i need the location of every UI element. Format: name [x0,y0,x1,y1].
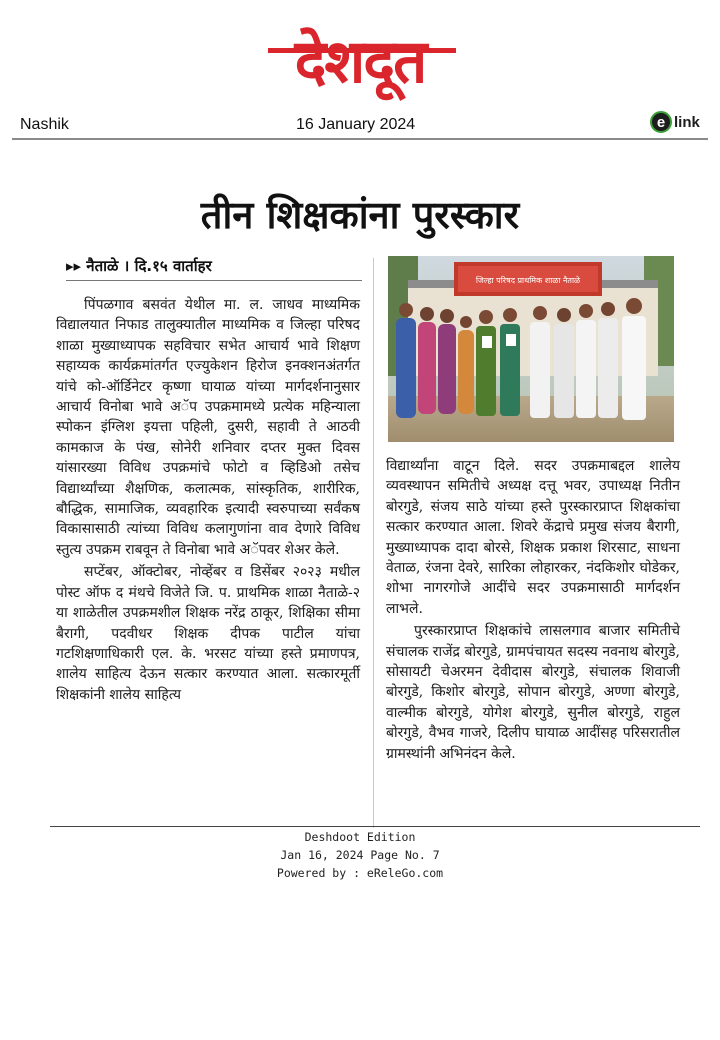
header-divider [12,138,708,140]
award-ceremony-photo [388,256,674,442]
footer-edition: Deshdoot Edition [304,830,416,844]
photo-banner: जिल्हा परिषद प्राथमिक शाळा नैताळे [475,276,581,285]
edition-footer [0,828,720,882]
elink-e-icon: e [650,111,672,133]
footer-page-info: Jan 16, 2024 Page No. 7 [280,848,440,862]
footer-divider [50,826,700,827]
edition-date: 16 January 2024 [296,116,416,133]
right-paragraph-2: पुरस्कारप्राप्त शिक्षकांचे लासलगाव बाजार समितीचे संचालक राजेंद्र बोरगुडे, ग्रामपंचायत सदस्य नवनाथ बोरगुडे, सोसायटी चेअरमन देवीदास बोरगुडे, संचालक शिवाजी बोरगुडे, किशोर बोरगुडे, सोपान बोरगुडे, अण्णा बोरगुडे, वाल्मीक बोरगुडे, योगेश बोरगुडे, सुनील बोरगुडे, राहुल बोरगुडे, वैभव गाजरे, दिलीप घायाळ आदींसह परिसरातील ग्रामस्थांनी अभिनंदन केले. [386,623,680,762]
left-paragraph-1: पिंपळगाव बसवंत येथील मा. ल. जाधव माध्यमिक विद्यालयात निफाड तालुक्यातील माध्यमिक व जिल्हा परिषद शाळा मुख्याध्यापक सहविचार सभेत आचार्य भावे शिक्षण सहाय्यक कार्यक्रमांतर्गत एज्युकेशन हिरोज इनक्शनअंतर्गत यांचे को-ऑर्डिनेटर कृष्णा घायाळ यांच्या मार्गदर्शनानुसार आचार्य विनोबा भावे अॅप उपक्रमामध्ये प्रत्येक महिन्याला स्पोकन इंग्लिश इयत्ता पहिली, दुसरी, सहावी ते आठवी कामकाज के पंख, सोनेरी शनिवार दप्तर मुक्त दिवस यांसारख्या विविध उपक्रमांचे फोटो व व्हिडिओ तसेच विद्यार्थ्यांच्या शैक्षणिक, कलात्मक, सांस्कृतिक, शारीरिक, बौद्धिक, सामाजिक, व्यवहारिक इत्यादी स्वरुपाच्या सर्वंकष विकासासाठी त्यांच्या विविध कलागुणांना वाव देणारे विविध स्तुत्य उपक्रम राबवून ते विनोबा भावे अॅपवर शेअर केले. [56,297,360,558]
column-divider [373,258,374,828]
dateline-underline [66,280,362,281]
article-left-column [56,295,360,707]
right-paragraph-1: विद्यार्थ्यांना वाटून दिले. सदर उपक्रमाबद्दल शालेय व्यवस्थापन समितीचे अध्यक्ष दत्तू भवर, उपाध्यक्ष नितीन बोरगुडे, संजय साठे यांच्या हस्ते पुरस्कारप्राप्त शिक्षकांचा सत्कार करण्यात आला. शिवरे केंद्राचे प्रमुख संजय बैरागी, मुख्याध्यापक दादा बोरसे, शिक्षक प्रकाश शिरसाट, साधना वेताळ, रंजना देवरे, सारिका लोहारकर, नंदकिशोर घोडेकर, शोभा नागरगोजे आदींचे सदर उपक्रमासाठी मार्गदर्शन लाभले. [386,458,680,617]
left-paragraph-2: सप्टेंबर, ऑक्टोबर, नोव्हेंबर व डिसेंबर २०२३ मधील पोस्ट ऑफ द मंथचे विजेते जि. प. प्राथमिक शाळा नैताळे-२ या शाळेतील उपक्रमशील शिक्षक नरेंद्र ठाकूर, शिक्षिका सीमा बैरागी, पदवीधर शिक्षक दीपक पाटील यांचा गटशिक्षणाधिकारी एल. के. भरसट यांच्या हस्ते प्रमाणपत्र, शालेय साहित्य देऊन सत्कार करण्यात आला. सत्कारमूर्ती शिक्षकांनी शालेय साहित्य [56,564,360,703]
elink-logo[interactable] [650,110,700,134]
dateline-text: नैताळे । दि.१५ वार्ताहर [86,257,212,275]
footer-powered-by[interactable]: Powered by : eReleGo.com [276,866,444,880]
info-bar [0,112,720,140]
elink-label: link [674,113,700,131]
article-photo [388,256,674,442]
newspaper-logo: देशदूत [294,27,426,97]
edition-city: Nashik [20,116,69,133]
article-right-column [386,456,680,766]
masthead [0,0,720,112]
article-headline: तीन शिक्षकांना पुरस्कार [200,193,520,237]
double-arrow-icon: ▸▸ [66,257,82,275]
article-dateline [66,256,212,276]
